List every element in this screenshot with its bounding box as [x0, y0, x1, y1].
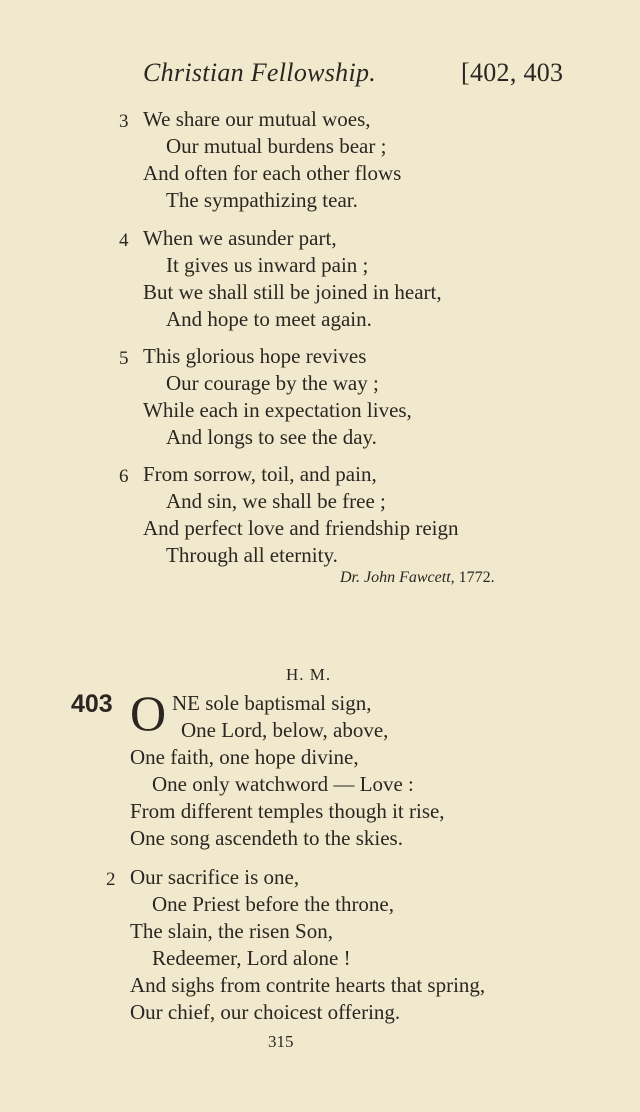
- attribution-year: 1772.: [458, 569, 495, 586]
- stanza-number: 4: [119, 230, 129, 251]
- hymn-number: 403: [71, 690, 113, 718]
- hymn-line: One faith, one hope divine,: [130, 745, 359, 769]
- attribution-author: Dr. John Fawcett,: [340, 569, 455, 586]
- hymn-line: And hope to meet again.: [166, 307, 372, 331]
- hymn-line: Our chief, our choicest offering.: [130, 1000, 401, 1024]
- hymn-meter: H. M.: [286, 665, 332, 684]
- stanza-number: 5: [119, 348, 129, 369]
- hymn-line: When we asunder part,: [143, 226, 337, 250]
- hymn-line: And sin, we shall be free ;: [166, 489, 386, 513]
- drop-cap: O: [130, 685, 167, 741]
- hymn-line: One only watchword — Love :: [152, 772, 414, 796]
- hymn-attribution: [340, 569, 495, 587]
- hymn-line: One Lord, below, above,: [181, 718, 389, 742]
- hymn-line: The sympathizing tear.: [166, 188, 358, 212]
- hymn-line: The slain, the risen Son,: [130, 919, 333, 943]
- hymn-line: This glorious hope revives: [143, 344, 367, 368]
- hymn-line: And often for each other flows: [143, 161, 402, 185]
- stanza-number: 3: [119, 111, 129, 132]
- stanza-number: 2: [106, 869, 116, 890]
- hymn-line: Our sacrifice is one,: [130, 865, 300, 889]
- hymn-line: We share our mutual woes,: [143, 107, 371, 131]
- hymn-line: One Priest before the throne,: [152, 892, 395, 916]
- hymn-line: Our mutual burdens bear ;: [166, 134, 387, 158]
- stanza-number: 6: [119, 466, 129, 487]
- hymn-line: Our courage by the way ;: [166, 371, 379, 395]
- page-number: 315: [268, 1032, 294, 1051]
- running-header-hymn-numbers: [402, 403: [461, 58, 564, 87]
- hymn-line: It gives us inward pain ;: [166, 253, 369, 277]
- hymn-line: NE sole baptismal sign,: [172, 691, 372, 715]
- hymn-line: And sighs from contrite hearts that spring,: [130, 973, 486, 997]
- hymn-line: But we shall still be joined in heart,: [143, 280, 442, 304]
- hymn-line: And longs to see the day.: [166, 425, 377, 449]
- hymn-line: From different temples though it rise,: [130, 799, 445, 823]
- hymn-line: Through all eternity.: [166, 543, 338, 567]
- running-header-title: Christian Fellowship.: [143, 58, 377, 87]
- hymn-line: While each in expectation lives,: [143, 398, 412, 422]
- hymn-line: From sorrow, toil, and pain,: [143, 462, 377, 486]
- hymn-line: One song ascendeth to the skies.: [130, 826, 403, 850]
- hymn-line: And perfect love and friendship reign: [143, 516, 459, 540]
- hymn-line: Redeemer, Lord alone !: [152, 946, 351, 970]
